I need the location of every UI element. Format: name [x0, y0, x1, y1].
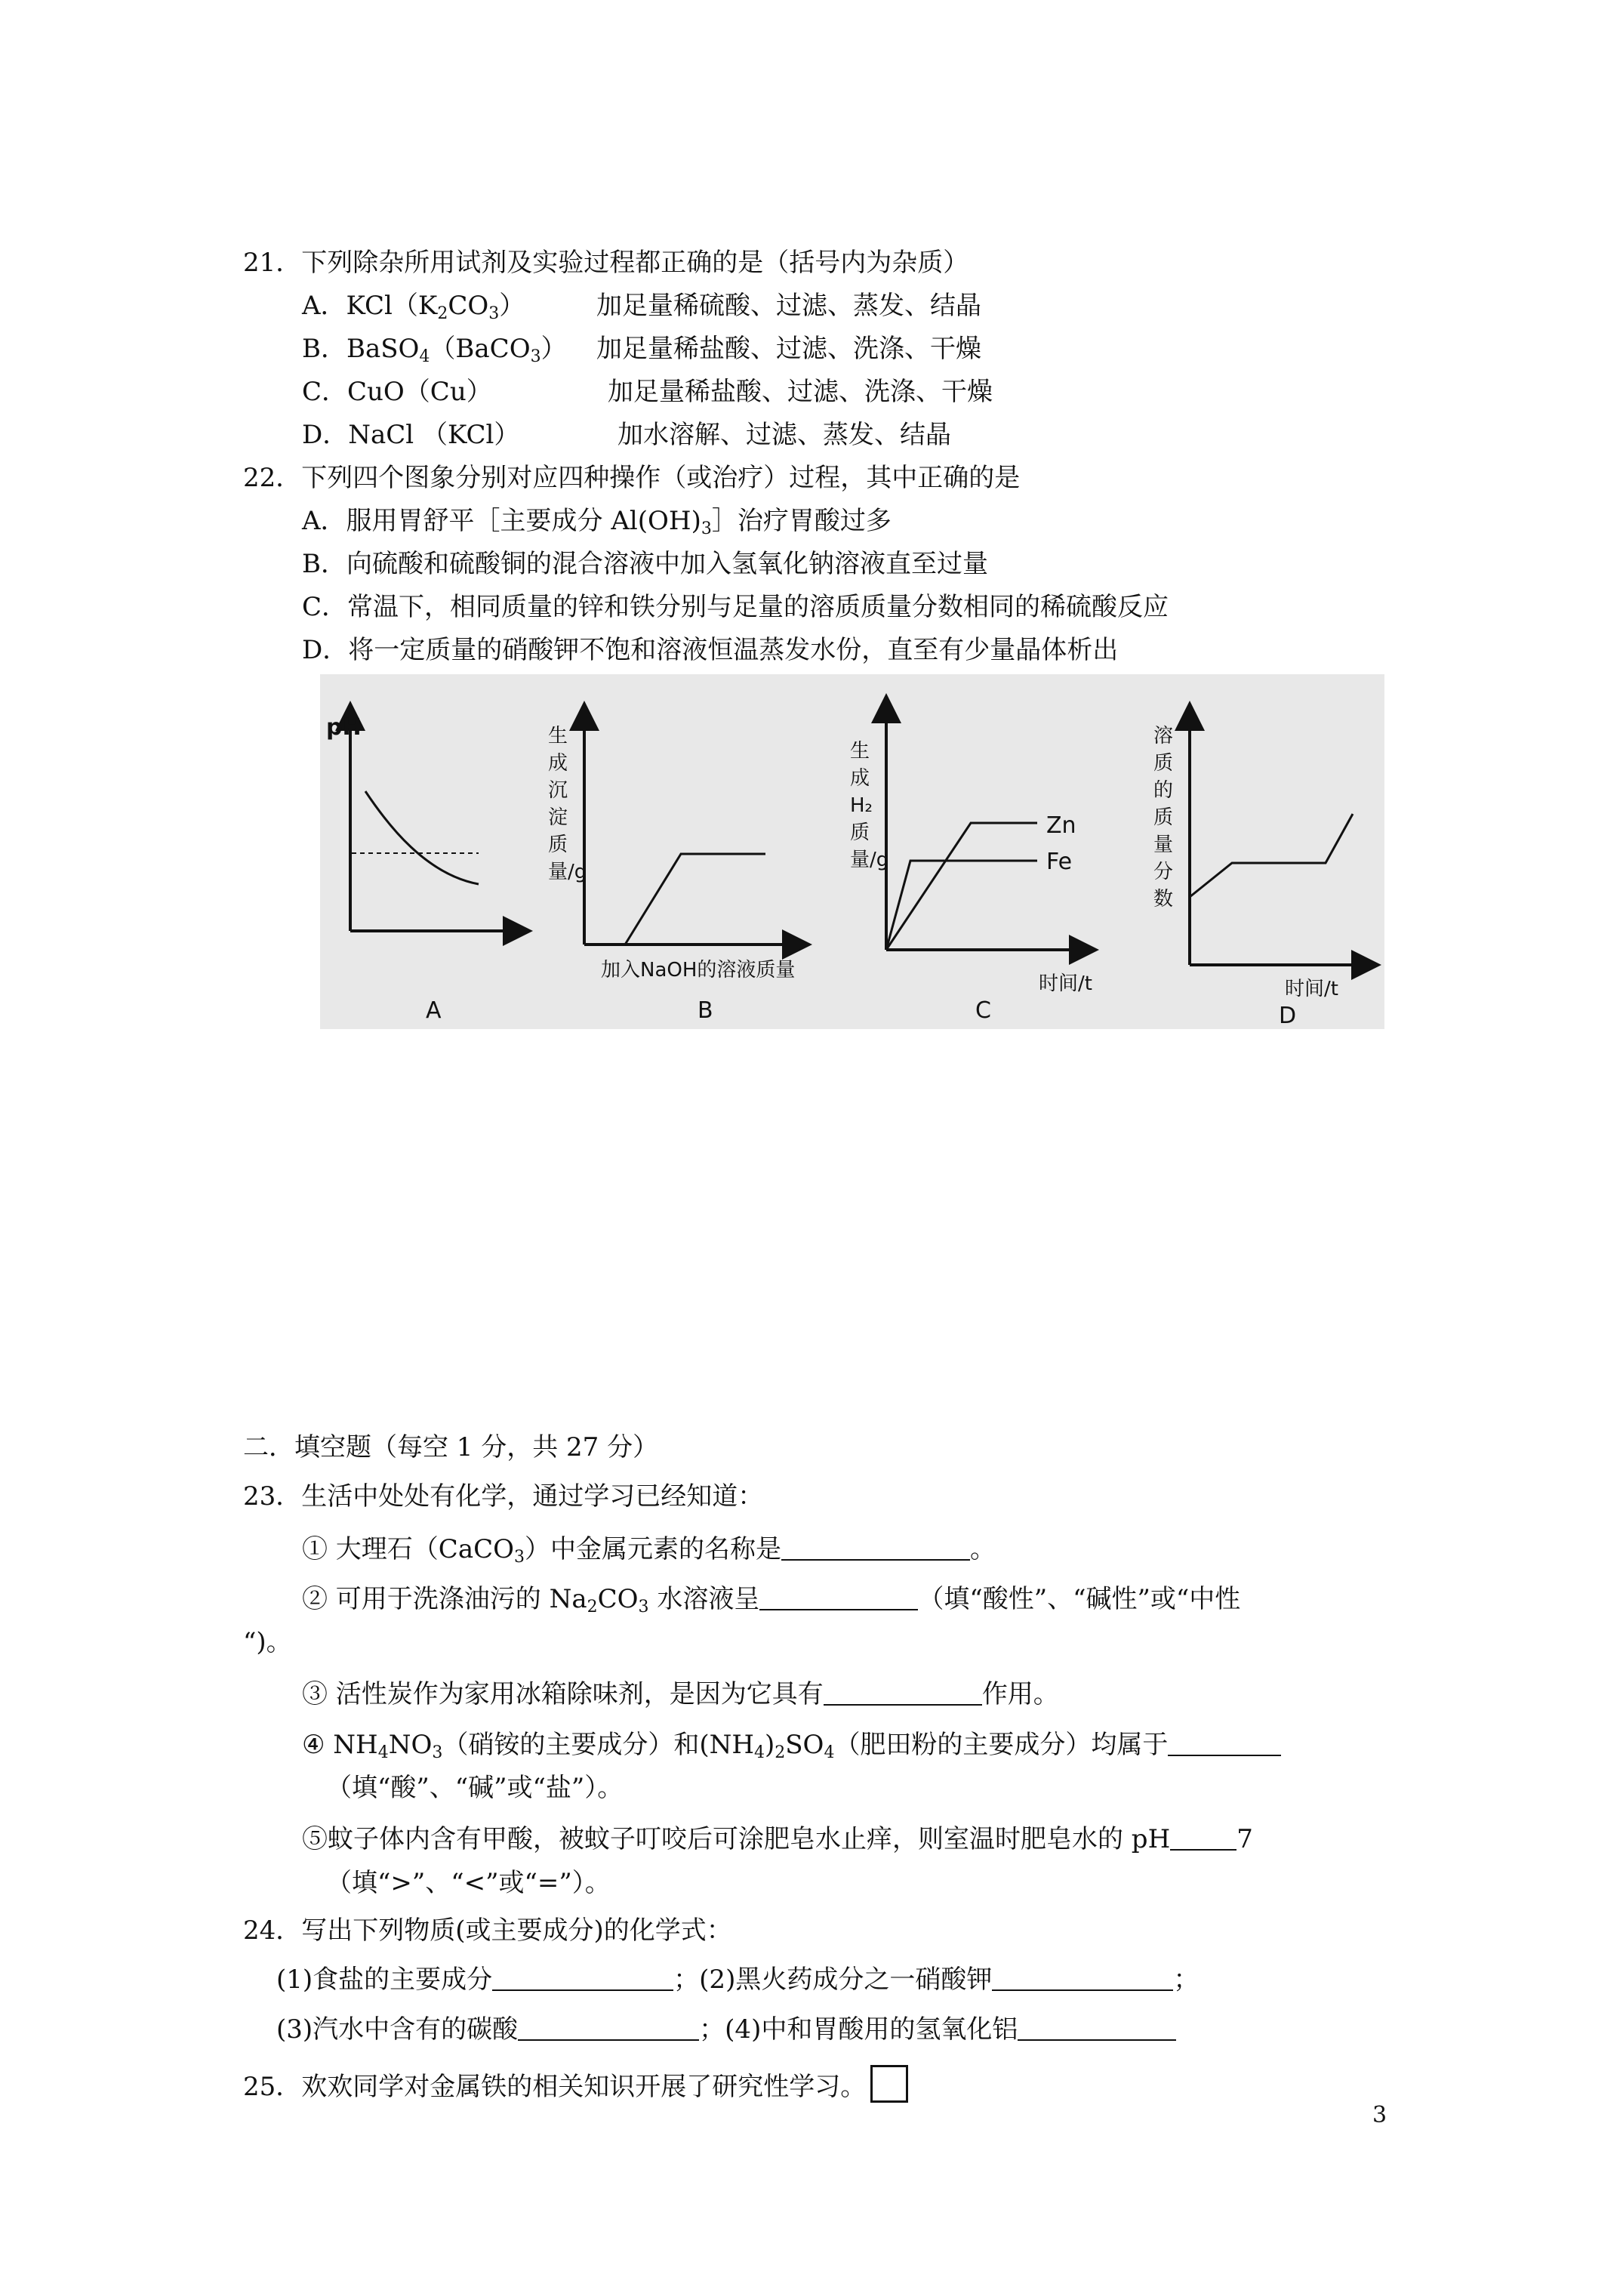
graph-d-line	[1190, 814, 1353, 897]
q24-part-3-4: (3)汽水中含有的碳酸 ；(4)中和胃酸用的氢氧化铝	[276, 2013, 1176, 2046]
q21-option-b-treatment: 加足量稀盐酸、过滤、洗涤、干燥	[596, 334, 981, 364]
q21-option-b: B．BaSO$_4$（BaCO$_3$）	[302, 334, 567, 366]
q24-part-2-blank[interactable]	[992, 1964, 1173, 1991]
page-number: 3	[1372, 2102, 1387, 2128]
graph-c	[850, 708, 1092, 1024]
q23-item-1: ① 大理石（CaCO$_3$）中金属元素的名称是 。	[302, 1534, 996, 1567]
q23-item-5: ⑤蚊子体内含有甲酸，被蚊子叮咬后可涂肥皂水止痒，则室温时肥皂水的 pH 7	[302, 1824, 1253, 1854]
q22-option-d: D．将一定质量的硝酸钾不饱和溶液恒温蒸发水份，直至有少量晶体析出	[302, 635, 1119, 665]
q21-option-a: A．$KCl(K_2CO_3)$	[302, 291, 525, 323]
graphs-svg	[320, 674, 1384, 1029]
graph-c-series-zn: Zn	[1046, 812, 1076, 839]
q23-item-2-blank[interactable]	[759, 1583, 918, 1610]
q21-stem: 21．下列除杂所用试剂及实验过程都正确的是（括号内为杂质）	[243, 248, 969, 278]
svg-text:的: 的	[1153, 779, 1174, 802]
graph-b-xlabel: 加入NaOH的溶液质量	[601, 959, 796, 982]
graph-c-fe-line	[886, 861, 1037, 950]
svg-text:成: 成	[850, 767, 870, 790]
q24-part-3-blank[interactable]	[518, 2014, 699, 2041]
q21-option-d-treatment: 加水溶解、过滤、蒸发、结晶	[617, 420, 951, 450]
q23-item-4: ④ $NH_4NO_3$（硝铵的主要成分）和$(NH_4)_2SO_4$（肥田粉的主要成分）均属于	[302, 1728, 1281, 1761]
graph-b-caption: B	[698, 997, 713, 1024]
svg-text:H₂: H₂	[850, 794, 873, 817]
svg-text:量/g: 量/g	[850, 849, 889, 871]
graph-c-caption: C	[975, 997, 991, 1024]
graph-c-ylabel	[850, 740, 888, 871]
graph-a	[326, 714, 518, 1024]
svg-text:溶: 溶	[1153, 725, 1174, 747]
q21-option-c-treatment: 加足量稀盐酸、过滤、洗涤、干燥	[608, 377, 993, 407]
q21-option-a-treatment: 加足量稀硫酸、过滤、蒸发、结晶	[596, 291, 981, 321]
svg-text:淀: 淀	[548, 806, 568, 829]
q22-stem: 22．下列四个图象分别对应四种操作（或治疗）过程，其中正确的是	[243, 463, 1021, 493]
svg-text:生: 生	[548, 725, 568, 747]
graphs-figure	[320, 674, 1384, 1029]
graph-d-ylabel	[1153, 725, 1173, 911]
q23-item-4-blank[interactable]	[1168, 1729, 1281, 1756]
graph-c-zn-line	[886, 823, 1037, 950]
q22-option-b: B．向硫酸和硫酸铜的混合溶液中加入氢氧化钠溶液直至过量	[302, 549, 988, 579]
q23-item-2: ② 可用于洗涤油污的 $Na_2CO_3$ 水溶液呈 （填“酸性”、“碱性”或“中性	[302, 1584, 1241, 1616]
graph-c-xlabel: 时间/t	[1039, 972, 1092, 995]
graph-d-caption: D	[1279, 1003, 1297, 1029]
q24-part-1-2: (1)食盐的主要成分 ；(2)黑火药成分之一硝酸钾 ；	[276, 1965, 1200, 1995]
graph-a-caption: A	[426, 997, 442, 1024]
q23-item-3: ③ 活性炭作为家用冰箱除味剂，是因为它具有 作用。	[302, 1679, 1059, 1709]
graph-c-series-fe: Fe	[1046, 849, 1073, 875]
q23-item-2-cont: “)。	[243, 1627, 292, 1657]
graph-a-curve	[365, 791, 479, 884]
svg-text:质: 质	[850, 821, 870, 844]
graph-b-ylabel	[548, 725, 587, 883]
svg-text:生: 生	[850, 740, 870, 763]
q25-stem: 25．欢欢同学对金属铁的相关知识开展了研究性学习。	[243, 2065, 908, 2103]
graph-d-xlabel: 时间/t	[1285, 978, 1338, 1000]
svg-text:沉: 沉	[548, 779, 568, 802]
q23-item-3-blank[interactable]	[824, 1678, 982, 1706]
graph-d	[1153, 716, 1366, 1029]
q24-part-4-blank[interactable]	[1018, 2014, 1176, 2041]
q23-item-4-cont: （填“酸”、“碱”或“盐”）。	[326, 1773, 624, 1803]
q23-stem: 23．生活中处处有化学，通过学习已经知道：	[243, 1481, 764, 1512]
graph-a-ylabel: pH	[326, 714, 362, 741]
svg-text:质: 质	[1153, 806, 1174, 829]
svg-text:成: 成	[548, 752, 568, 775]
q21-option-c: C．CuO（Cu）	[302, 377, 492, 407]
q24-stem: 24．写出下列物质(或主要成分)的化学式：	[243, 1915, 732, 1946]
q23-item-5-blank[interactable]	[1170, 1823, 1236, 1851]
q21-option-d: D．NaCl （KCl）	[302, 420, 520, 450]
q25-checkbox[interactable]	[870, 2065, 908, 2103]
section-2-heading: 二．填空题（每空 1 分，共 27 分）	[243, 1432, 659, 1462]
q23-item-1-blank[interactable]	[781, 1533, 970, 1561]
graph-b	[548, 716, 797, 1024]
svg-text:量/g: 量/g	[548, 861, 587, 883]
svg-text:质: 质	[548, 834, 568, 856]
q24-part-1-blank[interactable]	[492, 1964, 673, 1991]
graph-b-line	[625, 854, 765, 945]
svg-text:数: 数	[1153, 888, 1174, 911]
q23-item-5-cont: （填“>”、“<”或“=”）。	[326, 1868, 611, 1898]
q22-option-a: A．服用胃舒平［主要成分 $Al(OH)_3]$治疗胃酸过多	[302, 506, 892, 538]
svg-text:量: 量	[1153, 834, 1174, 856]
svg-text:质: 质	[1153, 752, 1174, 775]
q22-option-c: C．常温下，相同质量的锌和铁分别与足量的溶质质量分数相同的稀硫酸反应	[302, 592, 1169, 622]
svg-text:分: 分	[1153, 861, 1174, 883]
